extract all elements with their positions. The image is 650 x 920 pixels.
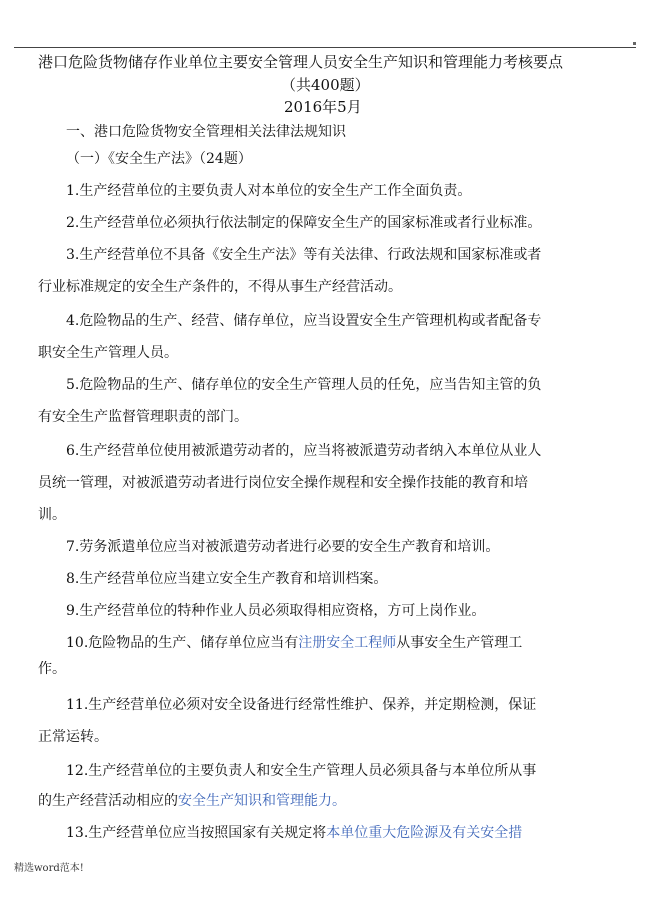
item-text: 11.生产经营单位必须对安全设备进行经常性维护、保养，并定期检测，保证 [66,697,537,713]
item-text: 正常运转。 [38,729,108,745]
item-line [66,570,387,588]
item-text: 10.危险物品的生产、储存单位应当有 [66,635,299,651]
subsection-heading: （一）《安全生产法》（24题） [66,151,252,167]
item-text: 7.劳务派遣单位应当对被派遣劳动者进行必要的安全生产教育和培训。 [66,539,500,555]
item-line [66,214,541,232]
corner-mark [633,42,636,45]
item-text: 3.生产经营单位不具备《安全生产法》等有关法律、行政法规和国家标准或者 [66,247,542,263]
item-text: 训。 [38,507,66,523]
item-text: 员统一管理，对被派遣劳动者进行岗位安全操作规程和安全操作技能的教育和培 [38,475,528,491]
question-count: （共400题） [281,76,370,94]
highlighted-text: 安全生产知识和管理能力。 [178,793,346,809]
item-line [66,442,541,460]
item-text: 8.生产经营单位应当建立安全生产教育和培训档案。 [66,571,388,587]
section-heading: 一、港口危险货物安全管理相关法律法规知识 [66,124,346,140]
item-text: 的生产经营活动相应的 [38,793,178,809]
item-text: 6.生产经营单位使用被派遣劳动者的，应当将被派遣劳动者纳入本单位从业人 [66,443,542,459]
highlighted-text: 本单位重大危险源及有关安全措 [326,825,523,841]
item-text: 作。 [38,661,66,677]
highlighted-text: 注册安全工程师 [298,635,397,651]
document-title: 港口危险货物储存作业单位主要安全管理人员安全生产知识和管理能力考核要点 [38,53,564,71]
item-line [66,762,536,780]
item-line [66,376,541,394]
item-line [38,474,528,492]
item-line [38,408,248,426]
item-line [38,660,66,678]
item-line [38,728,108,746]
item-line [66,538,499,556]
item-line [38,344,178,362]
item-line [66,634,522,652]
item-line [38,792,346,810]
item-text: 12.生产经营单位的主要负责人和安全生产管理人员必须具备与本单位所从事 [66,763,537,779]
item-text: 13.生产经营单位应当按照国家有关规定将 [66,825,327,841]
item-text: 职安全生产管理人员。 [38,345,178,361]
document-date: 2016年5月 [284,98,362,116]
item-text: 行业标准规定的安全生产条件的，不得从事生产经营活动。 [38,279,402,295]
item-text: 1.生产经营单位的主要负责人对本单位的安全生产工作全面负责。 [66,183,472,199]
item-line [66,312,541,330]
item-text: 有安全生产监督管理职责的部门。 [38,409,248,425]
item-line [38,278,402,296]
page-footer: 精选word范本! [14,863,84,874]
item-line [38,506,66,524]
item-line [66,824,522,842]
item-text: 2.生产经营单位必须执行依法制定的保障安全生产的国家标准或者行业标准。 [66,215,542,231]
item-text: 从事安全生产管理工 [396,635,523,651]
header-rule [14,47,636,48]
item-line [66,696,536,714]
item-text: 9.生产经营单位的特种作业人员必须取得相应资格，方可上岗作业。 [66,603,486,619]
item-line [66,182,471,200]
item-text: 4.危险物品的生产、经营、储存单位，应当设置安全生产管理机构或者配备专 [66,313,542,329]
item-text: 5.危险物品的生产、储存单位的安全生产管理人员的任免，应当告知主管的负 [66,377,542,393]
item-line [66,602,485,620]
item-line [66,246,541,264]
